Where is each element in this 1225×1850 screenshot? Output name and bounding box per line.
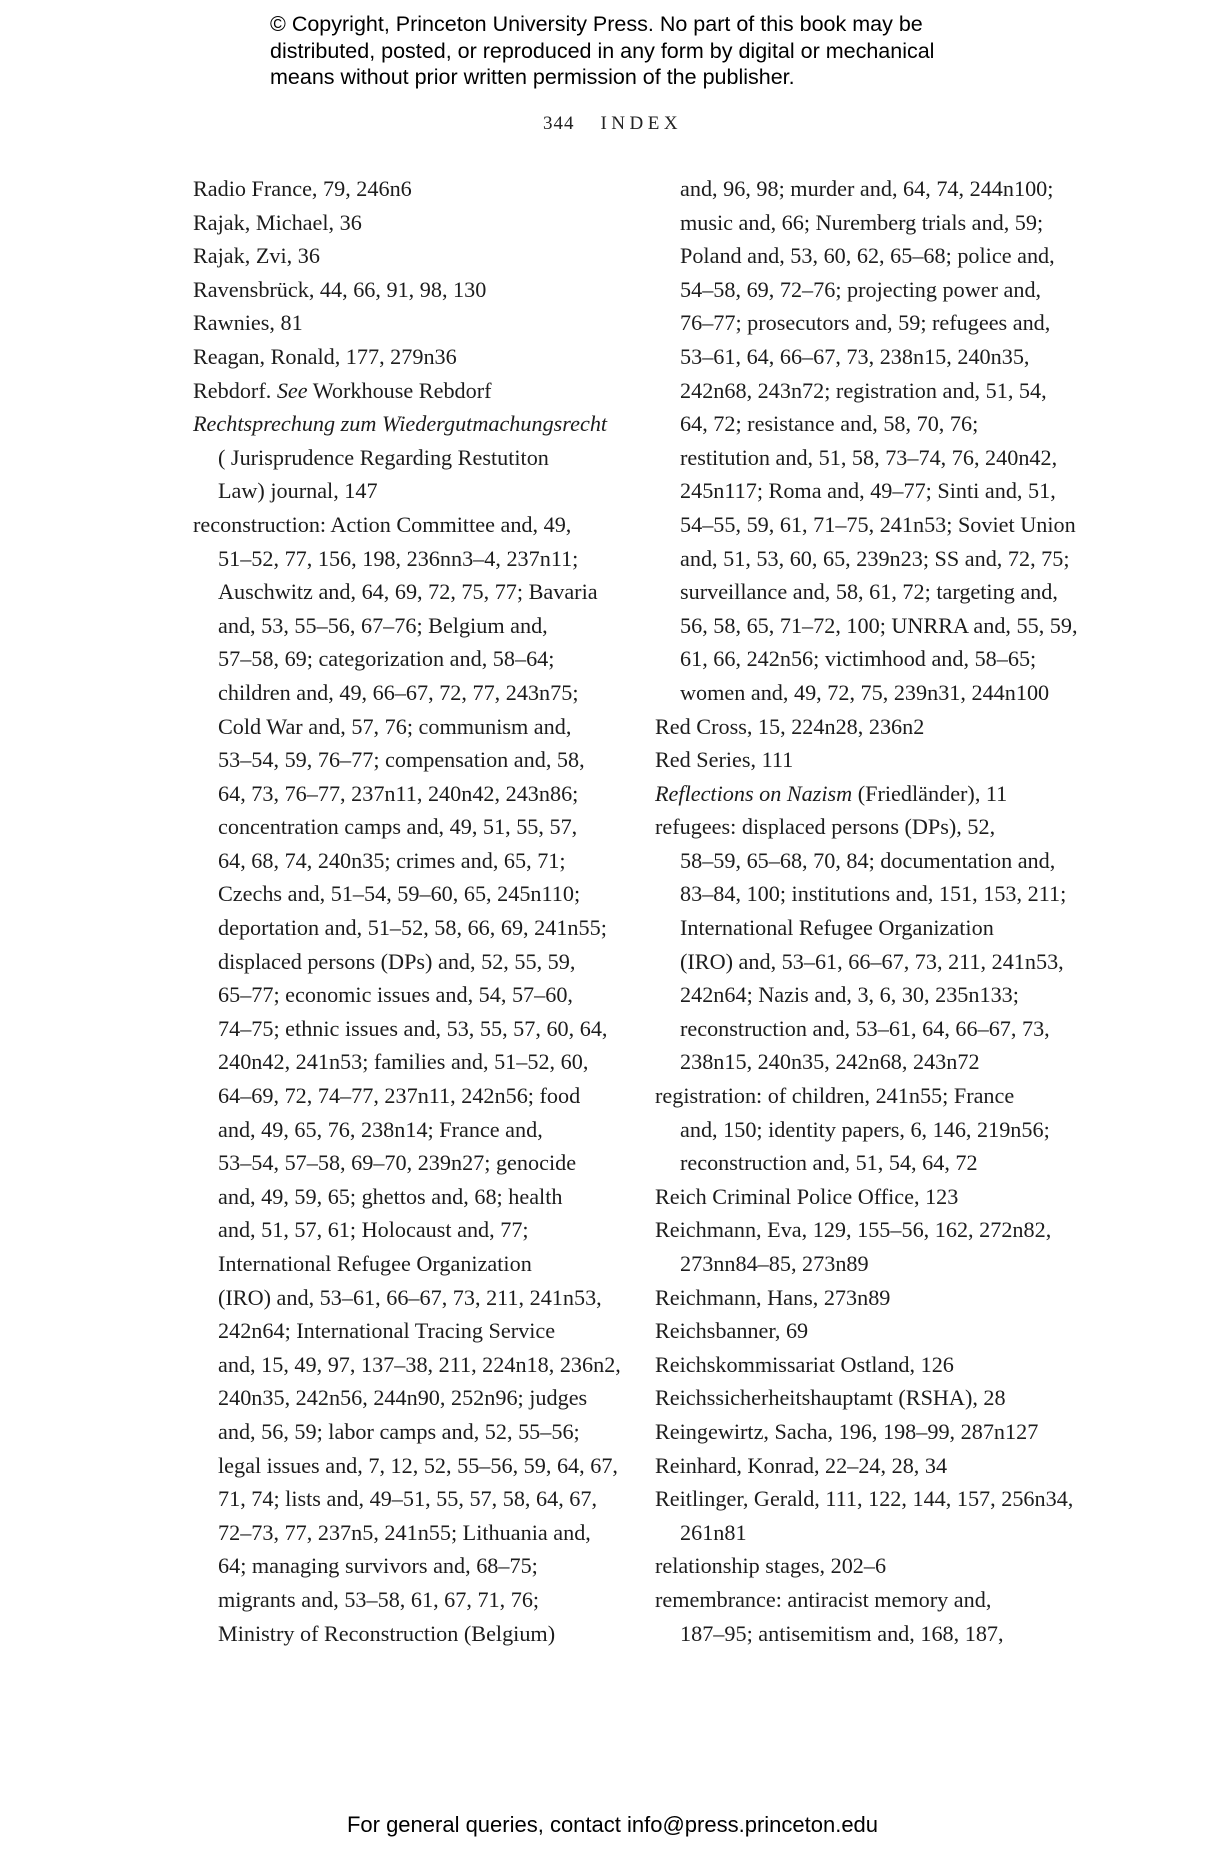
section-title: INDEX	[600, 113, 683, 134]
index-entry-line: 242n64; International Tracing Service	[218, 1318, 556, 1344]
index-entry-line: and, 51, 53, 60, 65, 239n23; SS and, 72, 75;	[680, 545, 1070, 571]
index-entry-line: displaced persons (DPs) and, 52, 55, 59,	[218, 948, 576, 974]
index-entry-line: Rawnies, 81	[193, 310, 303, 336]
index-entry-line: legal issues and, 7, 12, 52, 55–56, 59, 64, 67,	[218, 1452, 618, 1478]
index-entry-line: 54–58, 69, 72–76; projecting power and,	[680, 276, 1042, 302]
index-entry-line: 76–77; prosecutors and, 59; refugees and,	[680, 310, 1051, 336]
index-entry-line: registration: of children, 241n55; France	[655, 1083, 1015, 1109]
index-entry-line: surveillance and, 58, 61, 72; targeting and,	[680, 579, 1058, 605]
index-entry-line	[655, 777, 1075, 811]
index-entry-line: music and, 66; Nuremberg trials and, 59;	[680, 209, 1044, 235]
index-entry-line: 242n68, 243n72; registration and, 51, 54,	[680, 377, 1047, 403]
index-entry-line: 64; managing survivors and, 68–75;	[218, 1553, 538, 1579]
index-entry-line: Cold War and, 57, 76; communism and,	[218, 713, 572, 739]
italic-text: Rechtsprechung zum Wiedergutmachungsrecht	[193, 411, 608, 437]
index-entry-line: and, 150; identity papers, 6, 146, 219n56;	[680, 1116, 1050, 1142]
index-entry-line: women and, 49, 72, 75, 239n31, 244n100	[680, 679, 1050, 705]
index-entry-line: 65–77; economic issues and, 54, 57–60,	[218, 982, 573, 1008]
index-entry-line: reconstruction and, 51, 54, 64, 72	[680, 1150, 978, 1176]
index-entry-line: Rajak, Michael, 36	[193, 209, 362, 235]
index-entry-line: (IRO) and, 53–61, 66–67, 73, 211, 241n53,	[218, 1284, 602, 1310]
index-entry-line: refugees: displaced persons (DPs), 52,	[655, 814, 996, 840]
index-entry-line: 74–75; ethnic issues and, 53, 55, 57, 60, 64,	[218, 1015, 608, 1041]
index-entry-line: Radio France, 79, 246n6	[193, 176, 412, 201]
index-entry-line: Reitlinger, Gerald, 111, 122, 144, 157, 256n34,	[655, 1486, 1074, 1512]
index-entry-line: 56, 58, 65, 71–72, 100; UNRRA and, 55, 59,	[680, 612, 1078, 638]
index-entry-line: reconstruction: Action Committee and, 49,	[193, 511, 572, 537]
index-entry-line: 71, 74; lists and, 49–51, 55, 57, 58, 64, 67,	[218, 1486, 598, 1512]
index-entry-line: Reich Criminal Police Office, 123	[655, 1183, 959, 1209]
index-entry-line: 64, 73, 76–77, 237n11, 240n42, 243n86;	[218, 780, 579, 806]
index-entry-line: 273nn84–85, 273n89	[680, 1251, 869, 1276]
index-entry-line: children and, 49, 66–67, 72, 77, 243n75;	[218, 679, 579, 705]
italic-text: See	[276, 377, 308, 403]
index-column-right	[655, 172, 1078, 1650]
index-entry-line: Reichsbanner, 69	[655, 1318, 809, 1344]
index-entry-line: 238n15, 240n35, 242n68, 243n72	[680, 1049, 980, 1075]
index-entry-line: and, 56, 59; labor camps and, 52, 55–56;	[218, 1418, 580, 1444]
index-entry-line: Reichmann, Eva, 129, 155–56, 162, 272n82,	[655, 1217, 1052, 1243]
index-entry-line: reconstruction and, 53–61, 64, 66–67, 73,	[680, 1015, 1050, 1041]
index-entry-line: 72–73, 77, 237n5, 241n55; Lithuania and,	[218, 1519, 591, 1545]
index-entry-line: Reinhard, Konrad, 22–24, 28, 34	[655, 1452, 948, 1478]
index-entry-line: Red Cross, 15, 224n28, 236n2	[655, 713, 925, 739]
index-entry-line: 53–54, 59, 76–77; compensation and, 58,	[218, 747, 585, 773]
index-entry-line: 58–59, 65–68, 70, 84; documentation and,	[680, 847, 1056, 873]
index-entry-line: migrants and, 53–58, 61, 67, 71, 76;	[218, 1586, 540, 1612]
index-column-left	[193, 172, 621, 1650]
index-entry-line: Reagan, Ronald, 177, 279n36	[193, 343, 457, 369]
index-entry-line: 261n81	[680, 1519, 747, 1545]
index-entry-line: International Refugee Organization	[680, 915, 994, 941]
copyright-line: distributed, posted, or reproduced in any form by digital or mechanical	[270, 38, 935, 63]
index-entry-line: Red Series, 111	[655, 747, 794, 773]
entry-text: (Friedländer), 11	[852, 780, 1008, 806]
index-entry-line: 53–54, 57–58, 69–70, 239n27; genocide	[218, 1150, 577, 1176]
index-entry-line: 61, 66, 242n56; victimhood and, 58–65;	[680, 646, 1037, 672]
entry-text: Workhouse Rebdorf	[307, 377, 492, 403]
copyright-line: © Copyright, Princeton University Press. No part of this book may be	[270, 12, 923, 36]
footer-contact: For general queries, contact info@press.princeton.edu	[346, 1812, 879, 1837]
index-entry-line: Reichskommissariat Ostland, 126	[655, 1351, 954, 1377]
index-entry-line: Ravensbrück, 44, 66, 91, 98, 130	[193, 276, 487, 302]
index-entry-line: and, 49, 59, 65; ghettos and, 68; health	[218, 1183, 563, 1209]
running-head	[0, 113, 1225, 135]
index-entry-line: 245n117; Roma and, 49–77; Sinti and, 51,	[680, 478, 1056, 504]
index-entry-line: Rajak, Zvi, 36	[193, 243, 320, 269]
index-entry-line: 64, 68, 74, 240n35; crimes and, 65, 71;	[218, 847, 566, 873]
index-entry-line: 240n35, 242n56, 244n90, 252n96; judges	[218, 1385, 588, 1411]
italic-text: Reflections on Nazism	[655, 780, 853, 806]
index-entry-line: remembrance: antiracist memory and,	[655, 1586, 992, 1612]
index-entry-line: 242n64; Nazis and, 3, 6, 30, 235n133;	[680, 982, 1019, 1008]
index-entry-line: Reichssicherheitshauptamt (RSHA), 28	[655, 1385, 1006, 1411]
index-entry-line: 64–69, 72, 74–77, 237n11, 242n56; food	[218, 1083, 581, 1109]
page-number: 344	[542, 113, 575, 134]
index-entry-line: Reingewirtz, Sacha, 196, 198–99, 287n127	[655, 1418, 1039, 1444]
copyright-notice	[270, 11, 1070, 91]
index-entry-line: restitution and, 51, 58, 73–74, 76, 240n42,	[680, 444, 1058, 470]
index-entry-line: Ministry of Reconstruction (Belgium)	[218, 1620, 556, 1646]
index-entry-line: and, 96, 98; murder and, 64, 74, 244n100;	[680, 176, 1054, 201]
index-entry-line: 54–55, 59, 61, 71–75, 241n53; Soviet Union	[680, 511, 1076, 537]
index-entry-line: (IRO) and, 53–61, 66–67, 73, 211, 241n53,	[680, 948, 1064, 974]
index-entry-line: and, 53, 55–56, 67–76; Belgium and,	[218, 612, 548, 638]
index-entry-line: 57–58, 69; categorization and, 58–64;	[218, 646, 555, 672]
index-entry-line: and, 51, 57, 61; Holocaust and, 77;	[218, 1217, 529, 1243]
index-entry-line: and, 15, 49, 97, 137–38, 211, 224n18, 236n2,	[218, 1351, 621, 1377]
index-entry-line: 64, 72; resistance and, 58, 70, 76;	[680, 411, 979, 437]
index-entry-line: 240n42, 241n53; families and, 51–52, 60,	[218, 1049, 589, 1075]
index-entry-line: International Refugee Organization	[218, 1251, 532, 1276]
index-entry-line: 83–84, 100; institutions and, 151, 153, 211;	[680, 881, 1067, 907]
index-entry-line: ( Jurisprudence Regarding Restutiton	[218, 444, 549, 470]
index-entry-line: Reichmann, Hans, 273n89	[655, 1284, 891, 1310]
index-entry-line: Auschwitz and, 64, 69, 72, 75, 77; Bavaria	[218, 579, 598, 605]
index-entry-line: concentration camps and, 49, 51, 55, 57,	[218, 814, 578, 840]
index-entry-line: and, 49, 65, 76, 238n14; France and,	[218, 1116, 543, 1142]
copyright-line: means without prior written permission of the publisher.	[270, 65, 795, 89]
index-entry-line: deportation and, 51–52, 58, 66, 69, 241n55;	[218, 915, 607, 941]
index-entry-line: Czechs and, 51–54, 59–60, 65, 245n110;	[218, 881, 581, 907]
index-entry-line: relationship stages, 202–6	[655, 1553, 887, 1579]
index-entry-line: 53–61, 64, 66–67, 73, 238n15, 240n35,	[680, 343, 1030, 369]
index-entry-line: 51–52, 77, 156, 198, 236nn3–4, 237n11;	[218, 545, 579, 571]
index-entry-line	[193, 407, 613, 441]
index-entry-line	[193, 374, 613, 408]
index-entry-line: 187–95; antisemitism and, 168, 187,	[680, 1620, 1004, 1646]
index-entry-line: Poland and, 53, 60, 62, 65–68; police and,	[680, 243, 1055, 269]
entry-text: Rebdorf.	[193, 377, 277, 403]
index-entry-line: Law) journal, 147	[218, 478, 378, 504]
